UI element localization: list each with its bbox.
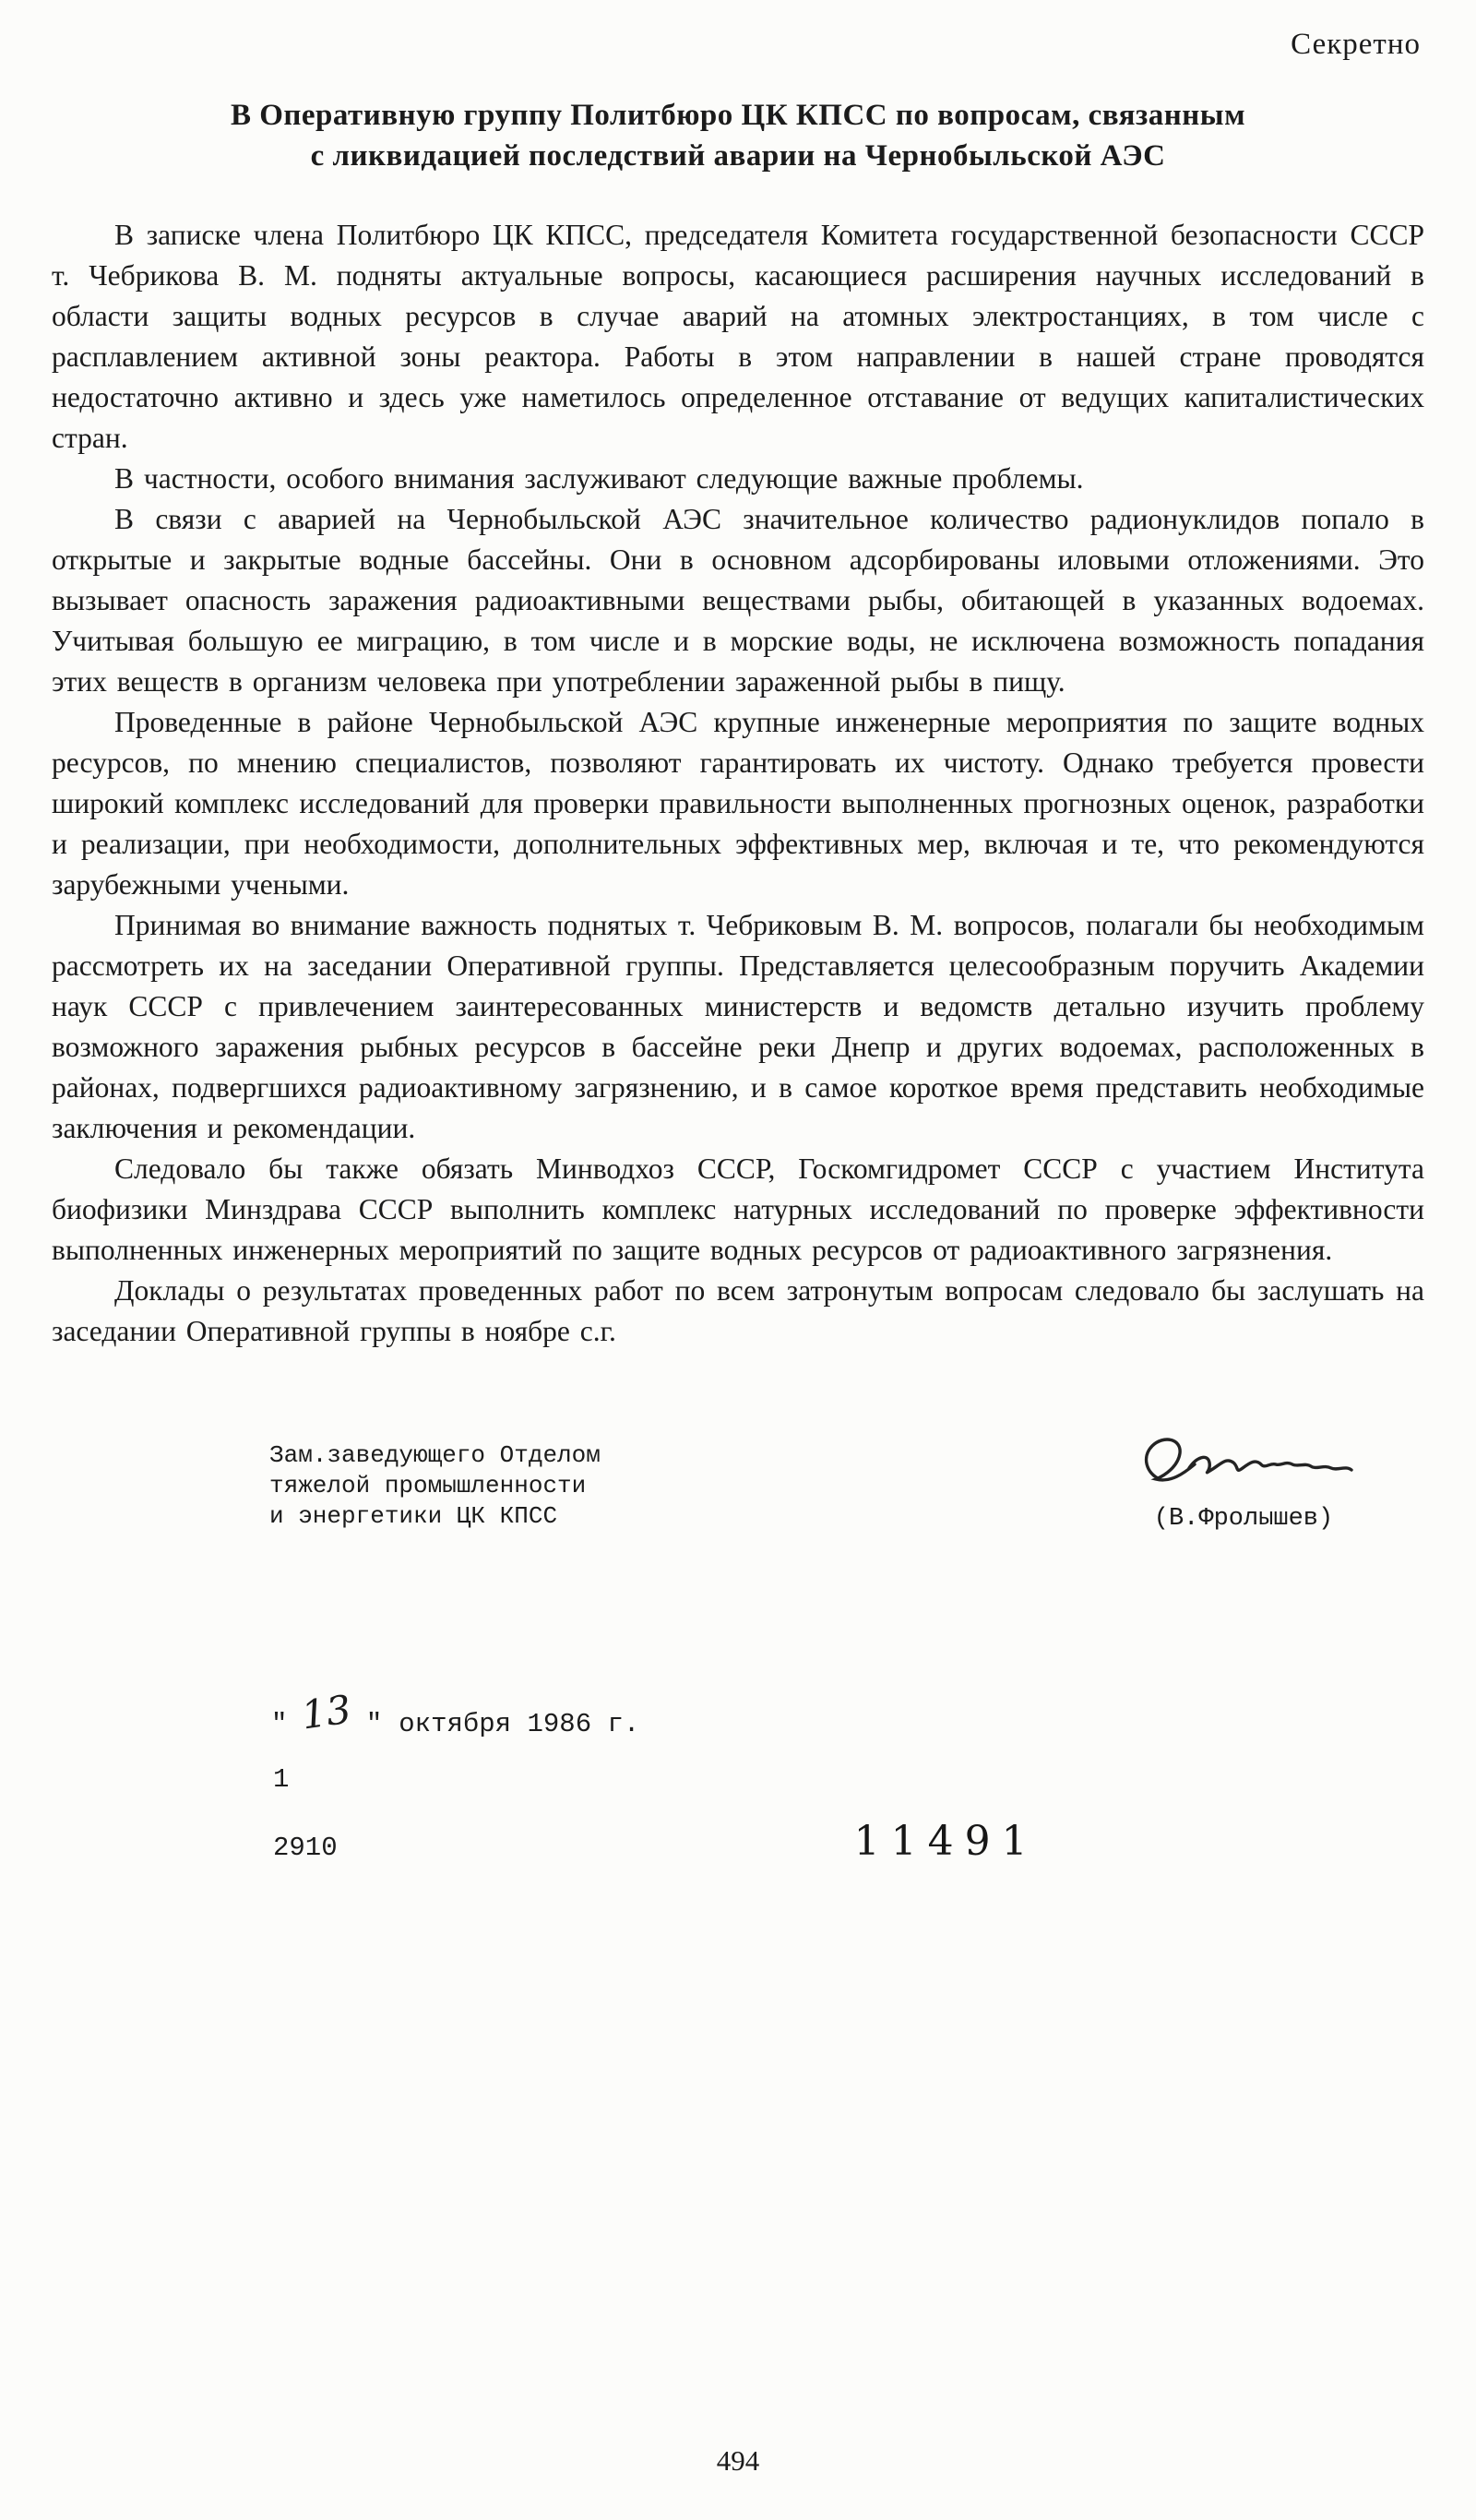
document-body (52, 215, 1424, 1352)
handwritten-signature-icon (1128, 1424, 1359, 1499)
signer-position-line-1: Зам.заведующего Отделом (269, 1441, 601, 1469)
page-number: 494 (716, 2444, 760, 2477)
classification-stamp: Секретно (1291, 28, 1421, 61)
document-title (52, 95, 1424, 176)
signer-name: (В.Фролышев) (1153, 1505, 1334, 1533)
footer-numbers (273, 1764, 1424, 1865)
document-title-line-1: В Оперативную группу Политбюро ЦК КПСС по вопросам, связанным (230, 99, 1246, 132)
signature-area (1105, 1440, 1382, 1533)
signer-position-line-2: тяжелой промышленности (269, 1472, 587, 1499)
paragraph-2: В частности, особого внимания заслуживают следующие важные проблемы. (114, 462, 1084, 495)
paragraph-4: Проведенные в районе Чернобыльской АЭС крупные инженерные мероприятия по защите водных ресурсов, по мнению специалистов, позволяют гарантировать их чистоту. Однако требуется провести широкий комплекс исследований для проверки правильности выполненных прогнозных оценок, разработки и реализации, при необходимости, дополнительных эффективных мер, включая и те, что рекомендуются зарубежными учеными. (52, 706, 1424, 901)
paragraph-6: Следовало бы также обязать Минводхоз СССР, Госкомгидромет СССР с участием Института биофизики Минздрава СССР выполнить комплекс натурных исследований по проверке эффективности выполненных инженерных мероприятий по защите водных ресурсов от радиоактивного загрязнения. (52, 1153, 1424, 1266)
copy-number: 1 (273, 1764, 290, 1795)
date-close-quote: " (365, 1709, 383, 1739)
code-row (273, 1818, 1424, 1865)
document-title-line-2: с ликвидацией последствий аварии на Чернобыльской АЭС (310, 139, 1166, 173)
date-line (271, 1686, 1424, 1740)
date-text: октября 1986 г. (399, 1709, 640, 1739)
signer-position (269, 1440, 601, 1533)
paragraph-7: Доклады о результатах проведенных работ по всем затронутым вопросам следовало бы заслушать на заседании Оперативной группы в ноябре с.г. (52, 1274, 1424, 1347)
signer-position-line-3: и энергетики ЦК КПСС (269, 1502, 558, 1530)
print-code: 2910 (273, 1833, 338, 1863)
paragraph-5: Принимая во внимание важность поднятых т. Чебриковым В. М. вопросов, полагали бы необходимым рассмотреть их на заседании Оперативной группы. Представляется целесообразным поручить Академии наук СССР с привлечением заинтересованных министерств и ведомств детально изучить проблему возможного заражения рыбных ресурсов в бассейне реки Днепр и других водоемах, расположенных в районах, подвергшихся радиоактивному загрязнению, и в самое короткое время представить необходимые заключения и рекомендации. (52, 909, 1424, 1144)
handwritten-day: 13 (299, 1686, 355, 1738)
paragraph-3: В связи с аварией на Чернобыльской АЭС значительное количество радионуклидов попало в открытые и закрытые водные бассейны. Они в основном адсорбированы иловыми отложениями. Это вызывает опасность заражения радиоактивными веществами рыбы, обитающей в указанных водоемах. Учитывая большую ее миграцию, в том числе и в морские воды, не исключена возможность попадания этих веществ в организм человека при употреблении зараженной рыбы в пищу. (52, 503, 1424, 698)
date-open-quote: " (271, 1709, 288, 1739)
stamp-number: 11491 (853, 1818, 1039, 1865)
signature-block (52, 1440, 1424, 1533)
paragraph-1: В записке члена Политбюро ЦК КПСС, председателя Комитета государственной безопасности СССР т. Чебрикова В. М. подняты актуальные вопросы, касающиеся расширения научных исследований в области защиты водных ресурсов в случае аварий на атомных электростанциях, в том числе с расплавлением активной зоны реактора. Работы в этом направлении в нашей стране проводятся недостаточно активно и здесь уже наметилось определенное отставание от ведущих капиталистических стран. (52, 219, 1424, 454)
